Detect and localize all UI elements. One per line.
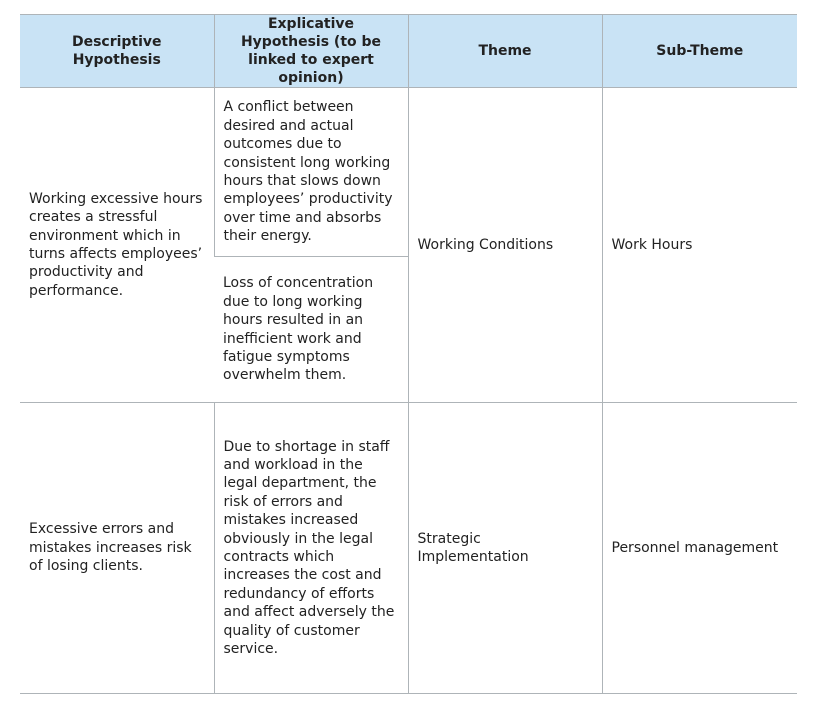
explicative-cell: A conflict between desired and actual outcomes due to consistent long working hours that slows down employees’ productivity over time and absorbs their energy.	[214, 88, 408, 257]
table-row	[20, 403, 797, 694]
table-row	[20, 88, 797, 257]
table-header	[20, 15, 797, 88]
descriptive-cell: Excessive errors and mistakes increases risk of losing clients.	[20, 403, 214, 694]
header-descriptive-hypothesis: Descriptive Hypothesis	[20, 15, 214, 88]
table-body	[20, 88, 797, 694]
header-explicative-hypothesis: Explicative Hypothesis (to be linked to expert opinion)	[214, 15, 408, 88]
descriptive-cell: Working excessive hours creates a stressful environment which in turns affects employees’ productivity and performance.	[29, 190, 203, 299]
hypothesis-table	[20, 14, 797, 694]
sub-theme-cell: Work Hours	[602, 88, 797, 403]
header-row	[20, 15, 797, 88]
theme-cell: Working Conditions	[408, 88, 602, 403]
explicative-cell: Loss of concentration due to long working hours resulted in an inefficient work and fatigue symptoms overwhelm them.	[223, 275, 374, 384]
header-theme: Theme	[408, 15, 602, 88]
explicative-cell: Due to shortage in staff and workload in the legal department, the risk of errors and mistakes increased obviously in the legal contracts which increases the cost and redundancy of efforts and affect adversely the quality of customer service.	[214, 403, 408, 694]
sub-theme-cell: Personnel management	[602, 403, 797, 694]
header-sub-theme: Sub-Theme	[602, 15, 797, 88]
theme-cell: Strategic Implementation	[408, 403, 602, 694]
